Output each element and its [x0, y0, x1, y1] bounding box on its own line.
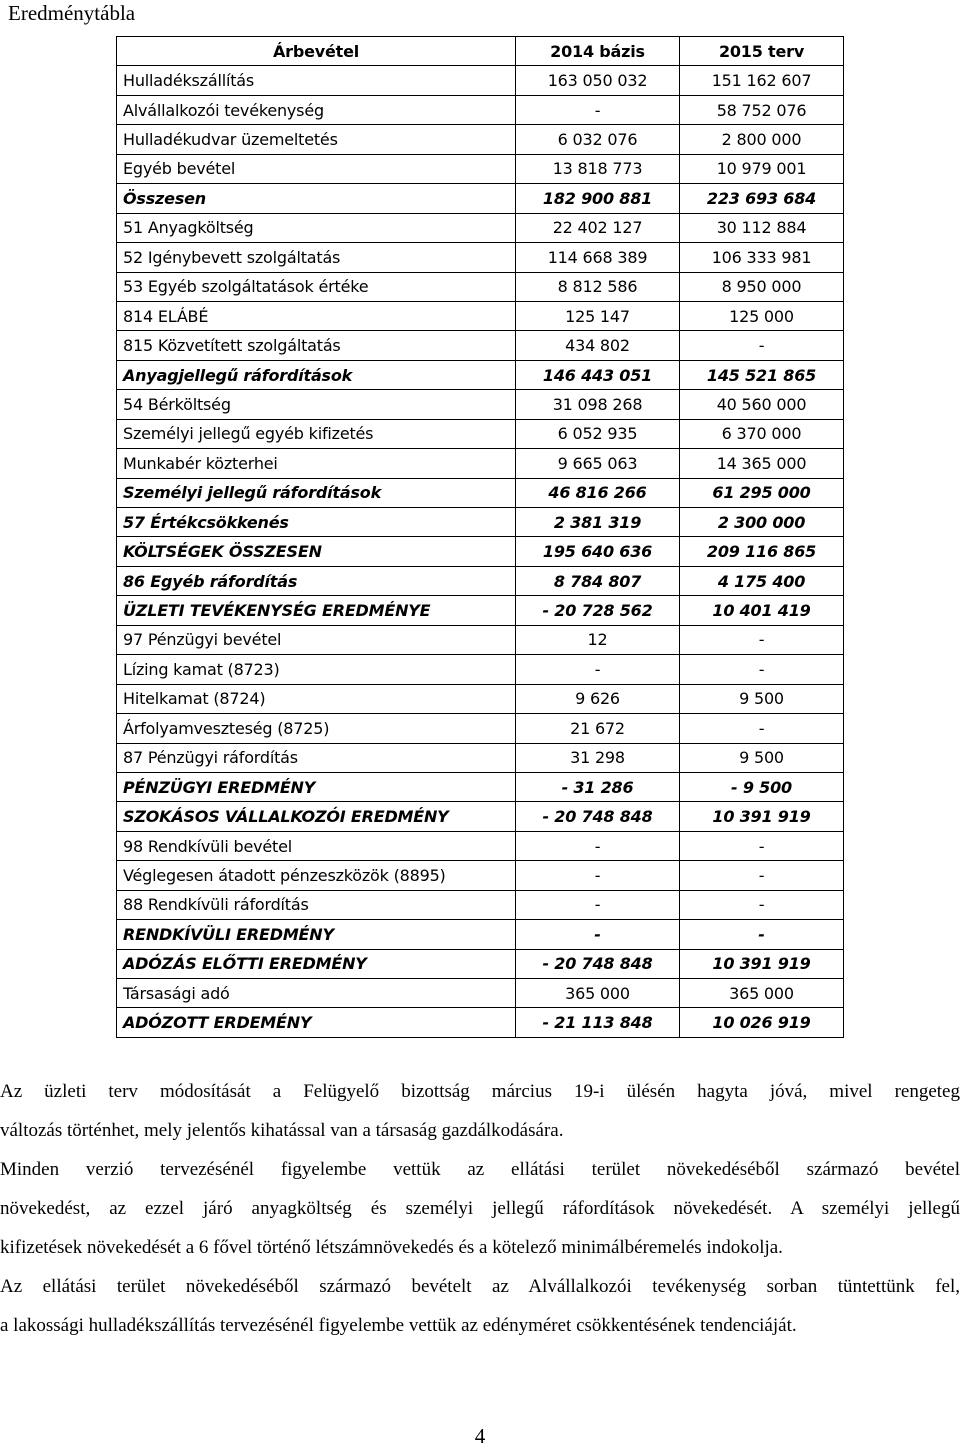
table-row	[117, 508, 844, 537]
table-row	[117, 272, 844, 301]
value-2015: 6 370 000	[680, 419, 844, 448]
value-2014: 163 050 032	[516, 66, 680, 95]
table-header-row	[117, 37, 844, 66]
value-2015: 9 500	[680, 684, 844, 713]
table-row	[117, 478, 844, 507]
value-2014: 46 816 266	[516, 478, 680, 507]
value-2015: -	[680, 890, 844, 919]
table-row	[117, 390, 844, 419]
row-label: Hitelkamat (8724)	[117, 684, 516, 713]
row-label: Egyéb bevétel	[117, 154, 516, 183]
value-2015: 58 752 076	[680, 95, 844, 124]
table-row	[117, 831, 844, 860]
value-2014: 8 812 586	[516, 272, 680, 301]
row-label: Hulladékszállítás	[117, 66, 516, 95]
row-label: Lízing kamat (8723)	[117, 655, 516, 684]
table-row	[117, 449, 844, 478]
table-row	[117, 861, 844, 890]
value-2015: 4 175 400	[680, 566, 844, 595]
value-2014: -	[516, 920, 680, 949]
row-label: ADÓZOTT ERDEMÉNY	[117, 1008, 516, 1037]
value-2015: -	[680, 861, 844, 890]
row-label: 815 Közvetített szolgáltatás	[117, 331, 516, 360]
value-2015: -	[680, 714, 844, 743]
value-2015: 14 365 000	[680, 449, 844, 478]
table-row	[117, 949, 844, 978]
value-2014: 146 443 051	[516, 360, 680, 389]
row-label: Hulladékudvar üzemeltetés	[117, 125, 516, 154]
value-2014: 182 900 881	[516, 184, 680, 213]
value-2014: 31 098 268	[516, 390, 680, 419]
row-label: SZOKÁSOS VÁLLALKOZÓI EREDMÉNY	[117, 802, 516, 831]
value-2015: 61 295 000	[680, 478, 844, 507]
row-label: 53 Egyéb szolgáltatások értéke	[117, 272, 516, 301]
value-2015: -	[680, 920, 844, 949]
value-2015: 10 979 001	[680, 154, 844, 183]
row-label: Társasági adó	[117, 979, 516, 1008]
value-2014: 12	[516, 625, 680, 654]
value-2015: 145 521 865	[680, 360, 844, 389]
value-2015: 125 000	[680, 301, 844, 330]
table-row	[117, 684, 844, 713]
row-label: Összesen	[117, 184, 516, 213]
value-2014: -	[516, 95, 680, 124]
table-body	[117, 66, 844, 1037]
value-2015: 365 000	[680, 979, 844, 1008]
value-2014: - 20 728 562	[516, 596, 680, 625]
table-row	[117, 714, 844, 743]
document-title: Eredménytábla	[8, 1, 136, 25]
value-2014: 125 147	[516, 301, 680, 330]
value-2014: -	[516, 861, 680, 890]
header-2015-plan: 2015 terv	[680, 37, 844, 66]
row-label: Véglegesen átadott pénzeszközök (8895)	[117, 861, 516, 890]
row-label: 87 Pénzügyi ráfordítás	[117, 743, 516, 772]
value-2015: 10 391 919	[680, 949, 844, 978]
value-2015: - 9 500	[680, 772, 844, 801]
value-2015: -	[680, 625, 844, 654]
row-label: Árfolyamveszteség (8725)	[117, 714, 516, 743]
value-2014: 6 052 935	[516, 419, 680, 448]
value-2014: 8 784 807	[516, 566, 680, 595]
table-row	[117, 920, 844, 949]
value-2014: 365 000	[516, 979, 680, 1008]
value-2014: - 21 113 848	[516, 1008, 680, 1037]
value-2015: 30 112 884	[680, 213, 844, 242]
table-row	[117, 66, 844, 95]
row-label: KÖLTSÉGEK ÖSSZESEN	[117, 537, 516, 566]
value-2015: 10 026 919	[680, 1008, 844, 1037]
row-label: 97 Pénzügyi bevétel	[117, 625, 516, 654]
value-2014: 21 672	[516, 714, 680, 743]
value-2014: 31 298	[516, 743, 680, 772]
paragraph	[0, 1072, 960, 1150]
value-2015: 151 162 607	[680, 66, 844, 95]
value-2014: - 31 286	[516, 772, 680, 801]
paragraph-line: Az ellátási terület növekedéséből származó bevételt az Alvállalkozói tevékenység sorban tüntettünk fel,	[0, 1276, 960, 1297]
row-label: 54 Bérköltség	[117, 390, 516, 419]
value-2015: 2 300 000	[680, 508, 844, 537]
value-2014: - 20 748 848	[516, 949, 680, 978]
paragraph-line: a lakossági hulladékszállítás tervezésénél figyelembe vettük az edényméret csökkentésének tendenciáját.	[0, 1315, 797, 1336]
table-row	[117, 772, 844, 801]
row-label: Személyi jellegű ráfordítások	[117, 478, 516, 507]
row-label: 86 Egyéb ráfordítás	[117, 566, 516, 595]
table-row	[117, 95, 844, 124]
income-statement-table	[116, 36, 844, 1038]
paragraph	[0, 1267, 960, 1345]
value-2015: 10 391 919	[680, 802, 844, 831]
table-row	[117, 360, 844, 389]
table-row	[117, 331, 844, 360]
table-row	[117, 154, 844, 183]
value-2015: 9 500	[680, 743, 844, 772]
table-row	[117, 566, 844, 595]
value-2015: 106 333 981	[680, 243, 844, 272]
value-2014: 114 668 389	[516, 243, 680, 272]
value-2015: 40 560 000	[680, 390, 844, 419]
page-number: 4	[474, 1424, 486, 1448]
row-label: 814 ELÁBÉ	[117, 301, 516, 330]
value-2014: 6 032 076	[516, 125, 680, 154]
value-2014: 195 640 636	[516, 537, 680, 566]
paragraph	[0, 1150, 960, 1267]
value-2015: -	[680, 331, 844, 360]
value-2014: - 20 748 848	[516, 802, 680, 831]
table-row	[117, 184, 844, 213]
row-label: RENDKÍVÜLI EREDMÉNY	[117, 920, 516, 949]
value-2015: 2 800 000	[680, 125, 844, 154]
value-2014: 9 626	[516, 684, 680, 713]
row-label: 51 Anyagköltség	[117, 213, 516, 242]
table-row	[117, 655, 844, 684]
value-2014: -	[516, 890, 680, 919]
value-2014: 9 665 063	[516, 449, 680, 478]
value-2014: 2 381 319	[516, 508, 680, 537]
value-2015: -	[680, 655, 844, 684]
row-label: ADÓZÁS ELŐTTI EREDMÉNY	[117, 949, 516, 978]
table-row	[117, 979, 844, 1008]
paragraph-line: Minden verzió tervezésénél figyelembe vettük az ellátási terület növekedéséből származó bevétel	[0, 1159, 960, 1180]
row-label: Anyagjellegű ráfordítások	[117, 360, 516, 389]
header-revenue: Árbevétel	[117, 37, 516, 66]
value-2014: -	[516, 655, 680, 684]
row-label: PÉNZÜGYI EREDMÉNY	[117, 772, 516, 801]
table-row	[117, 243, 844, 272]
row-label: Személyi jellegű egyéb kifizetés	[117, 419, 516, 448]
value-2014: -	[516, 831, 680, 860]
table-row	[117, 625, 844, 654]
value-2015: 10 401 419	[680, 596, 844, 625]
table-row	[117, 1008, 844, 1037]
table-row	[117, 596, 844, 625]
table-row	[117, 802, 844, 831]
table-row	[117, 537, 844, 566]
value-2015: 209 116 865	[680, 537, 844, 566]
table-row	[117, 743, 844, 772]
paragraph-line: növekedést, az ezzel járó anyagköltség és személyi jellegű ráfordítások növekedését. A személyi jellegű	[0, 1198, 960, 1219]
paragraph-line: változás történhet, mely jelentős kihatással van a társaság gazdálkodására.	[0, 1120, 564, 1141]
row-label: ÜZLETI TEVÉKENYSÉG EREDMÉNYE	[117, 596, 516, 625]
value-2015: 223 693 684	[680, 184, 844, 213]
row-label: Munkabér közterhei	[117, 449, 516, 478]
income-statement-table-container	[116, 36, 843, 1038]
row-label: Alvállalkozói tevékenység	[117, 95, 516, 124]
row-label: 57 Értékcsökkenés	[117, 508, 516, 537]
table-row	[117, 301, 844, 330]
table-row	[117, 419, 844, 448]
row-label: 52 Igénybevett szolgáltatás	[117, 243, 516, 272]
header-2014-base: 2014 bázis	[516, 37, 680, 66]
paragraph-line: Az üzleti terv módosítását a Felügyelő bizottság március 19-i ülésén hagyta jóvá, mivel rengeteg	[0, 1081, 960, 1102]
value-2014: 434 802	[516, 331, 680, 360]
table-row	[117, 125, 844, 154]
value-2015: 8 950 000	[680, 272, 844, 301]
table-row	[117, 213, 844, 242]
table-row	[117, 890, 844, 919]
paragraph-line: kifizetések növekedését a 6 fővel történő létszámnövekedés és a kötelező minimálbéremelés indokolja.	[0, 1237, 783, 1258]
value-2014: 13 818 773	[516, 154, 680, 183]
value-2014: 22 402 127	[516, 213, 680, 242]
row-label: 98 Rendkívüli bevétel	[117, 831, 516, 860]
value-2015: -	[680, 831, 844, 860]
row-label: 88 Rendkívüli ráfordítás	[117, 890, 516, 919]
